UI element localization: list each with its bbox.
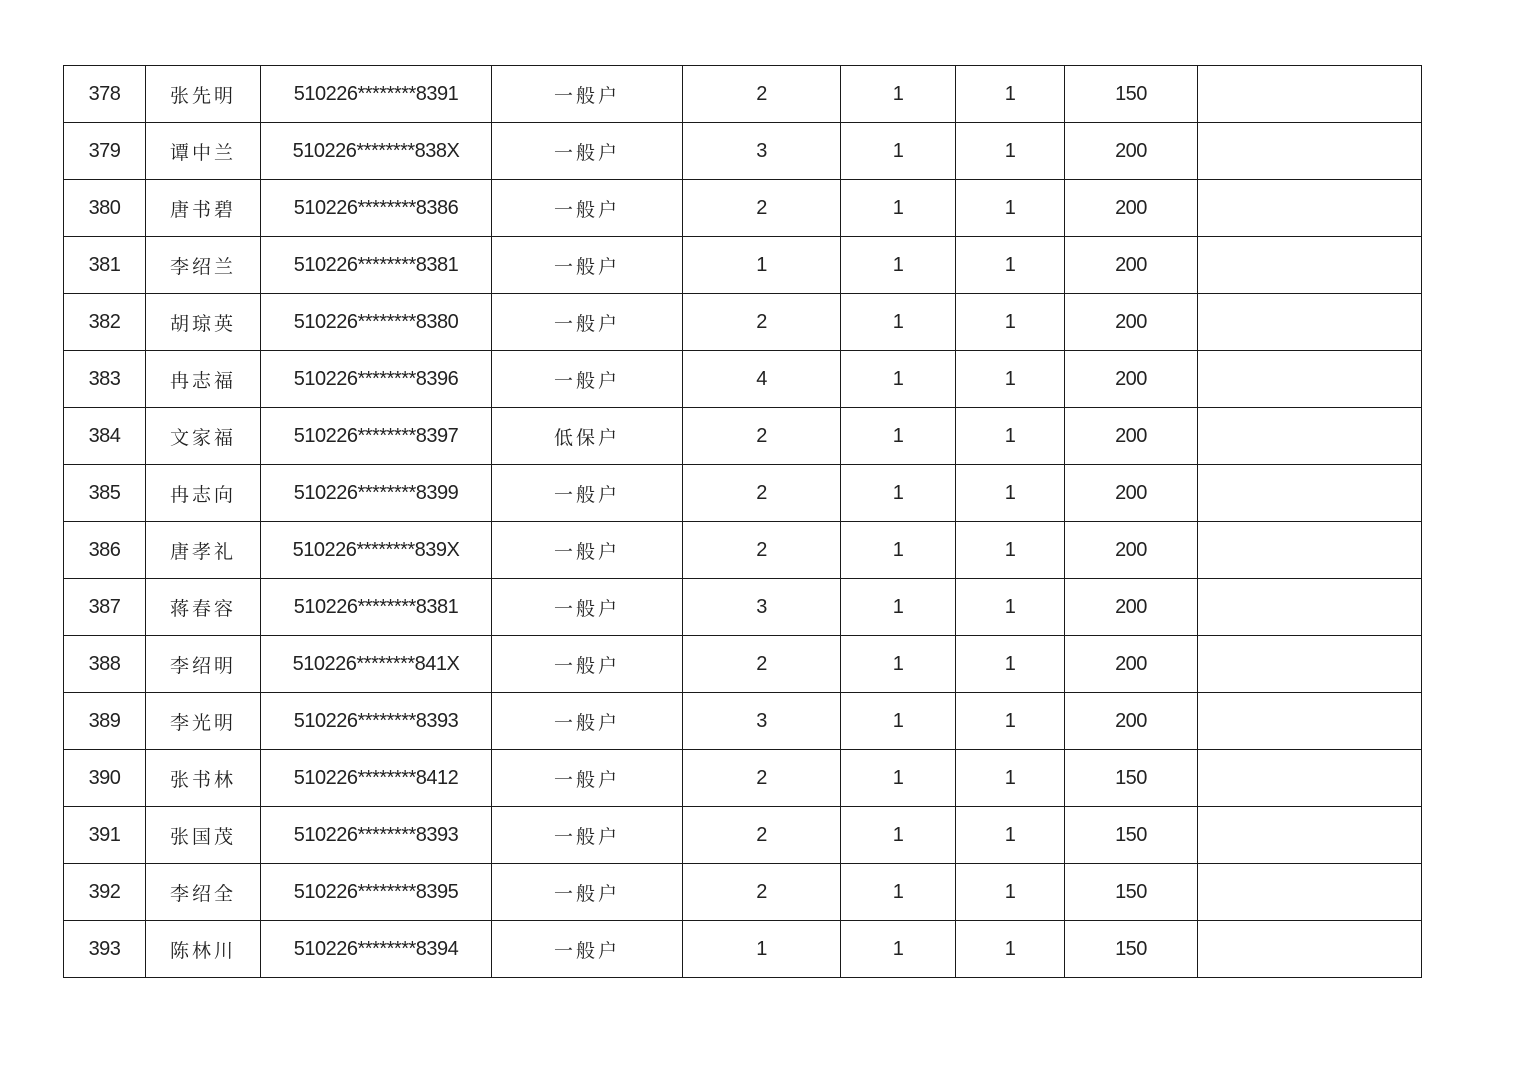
count-a-cell: 1 — [841, 693, 956, 750]
id-number-cell: 510226********8391 — [261, 66, 492, 123]
household-type-cell: 一般户 — [492, 864, 683, 921]
row-number-cell: 386 — [64, 522, 146, 579]
household-type-cell: 一般户 — [492, 465, 683, 522]
household-size-cell: 2 — [683, 750, 841, 807]
row-number-cell: 389 — [64, 693, 146, 750]
household-type-cell: 一般户 — [492, 693, 683, 750]
name-cell: 张书林 — [146, 750, 261, 807]
row-number-cell: 379 — [64, 123, 146, 180]
amount-cell: 200 — [1065, 408, 1198, 465]
table-row — [64, 66, 1422, 123]
row-number-cell: 384 — [64, 408, 146, 465]
household-size-cell: 2 — [683, 636, 841, 693]
count-a-cell: 1 — [841, 750, 956, 807]
household-type-cell: 一般户 — [492, 921, 683, 978]
count-a-cell: 1 — [841, 921, 956, 978]
remark-cell — [1198, 123, 1422, 180]
household-size-cell: 2 — [683, 807, 841, 864]
count-b-cell: 1 — [956, 351, 1065, 408]
household-size-cell: 2 — [683, 180, 841, 237]
row-number-cell: 390 — [64, 750, 146, 807]
row-number-cell: 387 — [64, 579, 146, 636]
remark-cell — [1198, 180, 1422, 237]
household-type-cell: 低保户 — [492, 408, 683, 465]
id-number-cell: 510226********8393 — [261, 693, 492, 750]
id-number-cell: 510226********8381 — [261, 237, 492, 294]
household-size-cell: 3 — [683, 579, 841, 636]
table-row — [64, 237, 1422, 294]
household-size-cell: 3 — [683, 123, 841, 180]
count-b-cell: 1 — [956, 636, 1065, 693]
count-b-cell: 1 — [956, 237, 1065, 294]
remark-cell — [1198, 66, 1422, 123]
table-row — [64, 807, 1422, 864]
id-number-cell: 510226********8380 — [261, 294, 492, 351]
amount-cell: 200 — [1065, 123, 1198, 180]
amount-cell: 150 — [1065, 807, 1198, 864]
count-b-cell: 1 — [956, 66, 1065, 123]
id-number-cell: 510226********8397 — [261, 408, 492, 465]
name-cell: 陈林川 — [146, 921, 261, 978]
amount-cell: 200 — [1065, 237, 1198, 294]
remark-cell — [1198, 807, 1422, 864]
name-cell: 文家福 — [146, 408, 261, 465]
id-number-cell: 510226********838X — [261, 123, 492, 180]
id-number-cell: 510226********8386 — [261, 180, 492, 237]
household-size-cell: 2 — [683, 465, 841, 522]
household-type-cell: 一般户 — [492, 180, 683, 237]
amount-cell: 150 — [1065, 750, 1198, 807]
name-cell: 冉志福 — [146, 351, 261, 408]
table-body — [64, 66, 1422, 978]
household-size-cell: 1 — [683, 237, 841, 294]
id-number-cell: 510226********8412 — [261, 750, 492, 807]
row-number-cell: 392 — [64, 864, 146, 921]
name-cell: 李绍兰 — [146, 237, 261, 294]
id-number-cell: 510226********8395 — [261, 864, 492, 921]
table-row — [64, 351, 1422, 408]
count-a-cell: 1 — [841, 864, 956, 921]
count-a-cell: 1 — [841, 807, 956, 864]
table-row — [64, 579, 1422, 636]
table-row — [64, 864, 1422, 921]
count-b-cell: 1 — [956, 465, 1065, 522]
remark-cell — [1198, 465, 1422, 522]
count-b-cell: 1 — [956, 579, 1065, 636]
name-cell: 蒋春容 — [146, 579, 261, 636]
count-a-cell: 1 — [841, 294, 956, 351]
table-row — [64, 636, 1422, 693]
count-a-cell: 1 — [841, 351, 956, 408]
count-b-cell: 1 — [956, 864, 1065, 921]
household-size-cell: 4 — [683, 351, 841, 408]
amount-cell: 150 — [1065, 66, 1198, 123]
count-b-cell: 1 — [956, 408, 1065, 465]
row-number-cell: 382 — [64, 294, 146, 351]
count-b-cell: 1 — [956, 921, 1065, 978]
count-a-cell: 1 — [841, 636, 956, 693]
row-number-cell: 381 — [64, 237, 146, 294]
id-number-cell: 510226********8394 — [261, 921, 492, 978]
remark-cell — [1198, 294, 1422, 351]
count-a-cell: 1 — [841, 579, 956, 636]
name-cell: 冉志向 — [146, 465, 261, 522]
row-number-cell: 391 — [64, 807, 146, 864]
amount-cell: 150 — [1065, 864, 1198, 921]
household-size-cell: 2 — [683, 864, 841, 921]
id-number-cell: 510226********8381 — [261, 579, 492, 636]
household-size-cell: 2 — [683, 294, 841, 351]
remark-cell — [1198, 522, 1422, 579]
table-row — [64, 123, 1422, 180]
count-a-cell: 1 — [841, 180, 956, 237]
count-a-cell: 1 — [841, 66, 956, 123]
household-size-cell: 2 — [683, 408, 841, 465]
remark-cell — [1198, 408, 1422, 465]
amount-cell: 200 — [1065, 351, 1198, 408]
id-number-cell: 510226********841X — [261, 636, 492, 693]
household-size-cell: 2 — [683, 522, 841, 579]
count-a-cell: 1 — [841, 237, 956, 294]
amount-cell: 200 — [1065, 180, 1198, 237]
table-row — [64, 750, 1422, 807]
row-number-cell: 380 — [64, 180, 146, 237]
household-table — [63, 65, 1422, 978]
count-b-cell: 1 — [956, 123, 1065, 180]
remark-cell — [1198, 237, 1422, 294]
amount-cell: 200 — [1065, 693, 1198, 750]
household-type-cell: 一般户 — [492, 579, 683, 636]
remark-cell — [1198, 693, 1422, 750]
household-type-cell: 一般户 — [492, 750, 683, 807]
household-type-cell: 一般户 — [492, 294, 683, 351]
household-type-cell: 一般户 — [492, 636, 683, 693]
household-type-cell: 一般户 — [492, 123, 683, 180]
amount-cell: 200 — [1065, 579, 1198, 636]
count-b-cell: 1 — [956, 807, 1065, 864]
household-type-cell: 一般户 — [492, 351, 683, 408]
amount-cell: 200 — [1065, 636, 1198, 693]
name-cell: 李绍全 — [146, 864, 261, 921]
name-cell: 谭中兰 — [146, 123, 261, 180]
count-b-cell: 1 — [956, 693, 1065, 750]
table-row — [64, 294, 1422, 351]
name-cell: 张先明 — [146, 66, 261, 123]
count-a-cell: 1 — [841, 522, 956, 579]
count-a-cell: 1 — [841, 123, 956, 180]
table-row — [64, 180, 1422, 237]
id-number-cell: 510226********8399 — [261, 465, 492, 522]
table-row — [64, 693, 1422, 750]
count-a-cell: 1 — [841, 408, 956, 465]
remark-cell — [1198, 636, 1422, 693]
remark-cell — [1198, 921, 1422, 978]
household-size-cell: 3 — [683, 693, 841, 750]
count-a-cell: 1 — [841, 465, 956, 522]
table-row — [64, 465, 1422, 522]
count-b-cell: 1 — [956, 750, 1065, 807]
count-b-cell: 1 — [956, 294, 1065, 351]
amount-cell: 150 — [1065, 921, 1198, 978]
name-cell: 李绍明 — [146, 636, 261, 693]
row-number-cell: 383 — [64, 351, 146, 408]
remark-cell — [1198, 864, 1422, 921]
household-type-cell: 一般户 — [492, 237, 683, 294]
table-row — [64, 522, 1422, 579]
row-number-cell: 388 — [64, 636, 146, 693]
id-number-cell: 510226********839X — [261, 522, 492, 579]
name-cell: 唐孝礼 — [146, 522, 261, 579]
name-cell: 胡琼英 — [146, 294, 261, 351]
id-number-cell: 510226********8396 — [261, 351, 492, 408]
name-cell: 李光明 — [146, 693, 261, 750]
count-b-cell: 1 — [956, 522, 1065, 579]
remark-cell — [1198, 579, 1422, 636]
household-size-cell: 2 — [683, 66, 841, 123]
household-type-cell: 一般户 — [492, 522, 683, 579]
name-cell: 张国茂 — [146, 807, 261, 864]
id-number-cell: 510226********8393 — [261, 807, 492, 864]
table-row — [64, 921, 1422, 978]
name-cell: 唐书碧 — [146, 180, 261, 237]
row-number-cell: 393 — [64, 921, 146, 978]
row-number-cell: 385 — [64, 465, 146, 522]
table-row — [64, 408, 1422, 465]
household-type-cell: 一般户 — [492, 807, 683, 864]
count-b-cell: 1 — [956, 180, 1065, 237]
amount-cell: 200 — [1065, 465, 1198, 522]
row-number-cell: 378 — [64, 66, 146, 123]
household-size-cell: 1 — [683, 921, 841, 978]
amount-cell: 200 — [1065, 522, 1198, 579]
remark-cell — [1198, 351, 1422, 408]
remark-cell — [1198, 750, 1422, 807]
household-type-cell: 一般户 — [492, 66, 683, 123]
amount-cell: 200 — [1065, 294, 1198, 351]
